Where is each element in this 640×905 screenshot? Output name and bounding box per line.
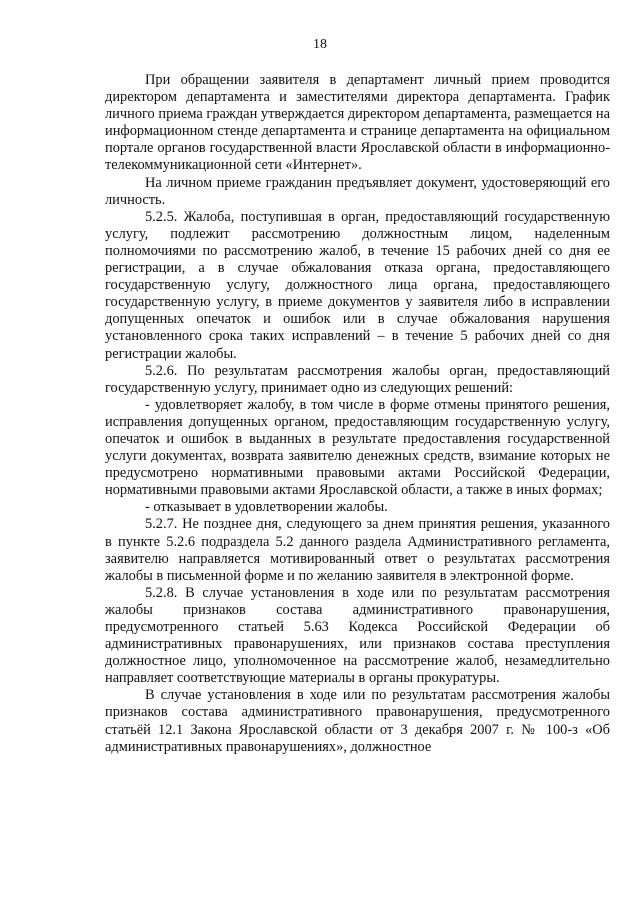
paragraph-satisfy-complaint: - удовлетворяет жалобу, в том числе в форме отмены принятого решения, исправления допущенных органом, предоставляющим государственную услугу, опечаток и ошибок в выданных в результате предоставления государственной услуги документах, возврата заявителю денежных средств, взимание которых не предусмотрено нормативными правовыми актами Российской Федерации, нормативными правовыми актами Ярославской области, а также в иных формах; xyxy=(105,396,610,499)
paragraph-refuse-complaint: - отказывает в удовлетворении жалобы. xyxy=(145,499,388,516)
paragraph-personal-reception: При обращении заявителя в департамент личный прием проводится директором департамента и заместителями директора департамента. График личного приема граждан утверждается директором департамента, размещается на информационном стенде департамента и странице департамента на официальном портале органов государственной власти Ярославской области в информационно-телекоммуникационной сети «Интернет». xyxy=(105,72,610,174)
document-body xyxy=(105,72,610,756)
paragraph-5-2-8: 5.2.8. В случае установления в ходе или по результатам рассмотрения жалобы признаков состава административного правонарушения, предусмотренного статьей 5.63 Кодекса Российской Федерации об административных правонарушениях, или признаков состава преступления должностное лицо, уполномоченное на рассмотрение жалоб, незамедлительно направляет соответствующие материалы в органы прокуратуры. xyxy=(105,584,610,687)
paragraph-5-2-5: 5.2.5. Жалоба, поступившая в орган, предоставляющий государственную услугу, подлежит рассмотрению должностным лицом, наделенным полномочиями по рассмотрению жалоб, в течение 15 рабочих дней со дня ее регистрации, а в случае обжалования отказа органа, предоставляющего государственную услугу, должностного лица органа, предоставляющего государственную услугу, в приеме документов у заявителя либо в исправлении допущенных опечаток и ошибок или в случае обжалования нарушения установленного срока таких исправлений – в течение 5 рабочих дней со дня регистрации жалобы. xyxy=(105,208,610,362)
paragraph-regional-law: В случае установления в ходе или по результатам рассмотрения жалобы признаков состава административного правонарушения, предусмотренного статьёй 12.1 Закона Ярославской области от 3 декабря 2007 г. № 100-з «Об административных правонарушениях», должностное xyxy=(105,687,610,755)
paragraph-identity-document: На личном приеме гражданин предъявляет документ, удостоверяющий его личность. xyxy=(105,174,610,208)
paragraph-5-2-6: 5.2.6. По результатам рассмотрения жалобы орган, предоставляющий государственную услугу, принимает одно из следующих решений: xyxy=(105,362,610,396)
page-number: 18 xyxy=(313,37,327,52)
paragraph-5-2-7: 5.2.7. Не позднее дня, следующего за днем принятия решения, указанного в пункте 5.2.6 подраздела 5.2 данного раздела Административного регламента, заявителю направляется мотивированный ответ о результатах рассмотрения жалобы в письменной форме и по желанию заявителя в электронной форме. xyxy=(105,516,610,584)
